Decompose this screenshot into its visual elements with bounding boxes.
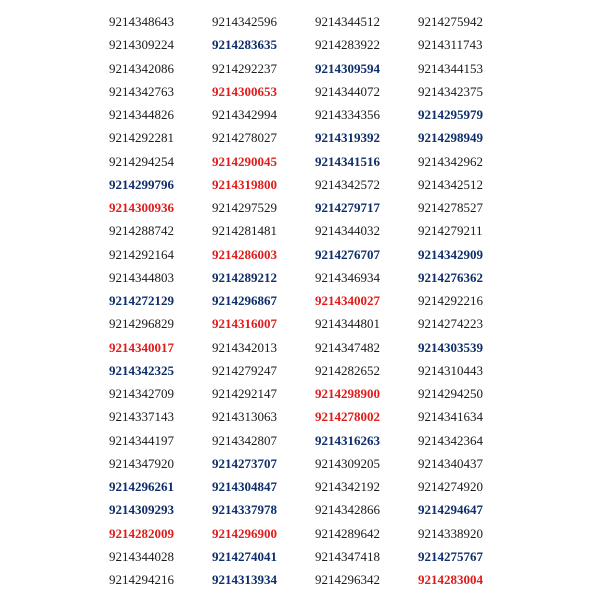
phone-number: 9214276707 xyxy=(315,246,380,262)
phone-number: 9214313934 xyxy=(212,572,277,587)
phone-number: 9214340027 xyxy=(315,293,380,308)
phone-number: 9214316007 xyxy=(212,316,277,332)
phone-number: 9214292216 xyxy=(418,293,483,308)
phone-number: 9214342866 xyxy=(315,502,380,518)
phone-number: 9214344826 xyxy=(109,107,174,122)
phone-number: 9214294647 xyxy=(418,502,483,518)
phone-number: 9214279717 xyxy=(315,200,380,215)
phone-number: 9214289212 xyxy=(212,269,277,285)
phone-number: 9214275942 xyxy=(418,14,483,29)
phone-number: 9214342192 xyxy=(315,479,380,494)
phone-number: 9214342596 xyxy=(212,14,277,29)
phone-number: 9214319800 xyxy=(212,176,277,192)
phone-number: 9214276362 xyxy=(418,269,483,285)
phone-number: 9214281481 xyxy=(212,223,277,239)
phone-number: 9214297529 xyxy=(212,200,277,215)
phone-number: 9214296261 xyxy=(109,479,174,494)
phone-number: 9214340017 xyxy=(109,339,174,355)
phone-number: 9214342909 xyxy=(418,246,483,262)
phone-number: 9214334356 xyxy=(315,107,380,122)
phone-number: 9214344032 xyxy=(315,223,380,239)
phone-number: 9214292164 xyxy=(109,246,174,262)
phone-number: 9214344153 xyxy=(418,60,483,76)
phone-number: 9214279247 xyxy=(212,362,277,378)
phone-number: 9214289642 xyxy=(315,525,380,541)
phone-number: 9214283635 xyxy=(212,37,277,53)
phone-number: 9214278002 xyxy=(315,409,380,425)
phone-number: 9214299796 xyxy=(109,176,174,192)
phone-number: 9214348643 xyxy=(109,14,174,29)
phone-number: 9214342086 xyxy=(109,60,174,76)
phone-number: 9214337143 xyxy=(109,409,174,425)
phone-number: 9214311743 xyxy=(418,37,483,53)
number-column-2 xyxy=(212,10,322,591)
phone-number: 9214296342 xyxy=(315,572,380,587)
phone-number: 9214319392 xyxy=(315,130,380,146)
phone-number: 9214346934 xyxy=(315,269,380,285)
phone-number: 9214340437 xyxy=(418,455,483,471)
phone-number: 9214344197 xyxy=(109,432,174,448)
phone-number: 9214296829 xyxy=(109,316,174,332)
phone-number: 9214282009 xyxy=(109,525,174,541)
phone-number: 9214300936 xyxy=(109,200,174,215)
number-column-4 xyxy=(418,10,528,591)
phone-number: 9214310443 xyxy=(418,362,483,378)
phone-number: 9214342512 xyxy=(418,176,483,192)
phone-number: 9214341634 xyxy=(418,409,483,425)
phone-number: 9214316263 xyxy=(315,432,380,448)
phone-number: 9214283922 xyxy=(315,37,380,53)
phone-number: 9214288742 xyxy=(109,223,174,239)
phone-number: 9214304847 xyxy=(212,479,277,494)
phone-number: 9214292237 xyxy=(212,60,277,76)
phone-number: 9214309594 xyxy=(315,60,380,76)
phone-number: 9214292281 xyxy=(109,130,174,146)
phone-number: 9214286003 xyxy=(212,246,277,262)
phone-number: 9214344803 xyxy=(109,269,174,285)
phone-number: 9214344801 xyxy=(315,316,380,332)
phone-number: 9214342013 xyxy=(212,339,277,355)
phone-number: 9214275767 xyxy=(418,548,483,564)
phone-number: 9214274920 xyxy=(418,479,483,494)
phone-number: 9214294216 xyxy=(109,572,174,587)
phone-number: 9214342709 xyxy=(109,386,174,401)
phone-number: 9214341516 xyxy=(315,153,380,169)
phone-number: 9214278527 xyxy=(418,200,483,215)
phone-number: 9214294254 xyxy=(109,153,174,169)
phone-number: 9214272129 xyxy=(109,293,174,308)
phone-number: 9214342364 xyxy=(418,432,483,448)
phone-number: 9214344028 xyxy=(109,548,174,564)
phone-number: 9214344072 xyxy=(315,83,380,99)
phone-number: 9214337978 xyxy=(212,502,277,518)
phone-number: 9214278027 xyxy=(212,130,277,146)
phone-number: 9214279211 xyxy=(418,223,483,239)
phone-number: 9214313063 xyxy=(212,409,277,425)
phone-number: 9214300653 xyxy=(212,83,277,99)
phone-number: 9214296900 xyxy=(212,525,277,541)
phone-number: 9214342572 xyxy=(315,176,380,192)
phone-number: 9214292147 xyxy=(212,386,277,401)
phone-number: 9214296867 xyxy=(212,293,277,308)
number-column-3 xyxy=(315,10,425,591)
phone-number: 9214309224 xyxy=(109,37,174,53)
phone-number: 9214342994 xyxy=(212,107,277,122)
phone-number: 9214342807 xyxy=(212,432,277,448)
phone-number: 9214282652 xyxy=(315,362,380,378)
phone-number: 9214294250 xyxy=(418,386,483,401)
phone-number: 9214295979 xyxy=(418,107,483,122)
phone-number: 9214347418 xyxy=(315,548,380,564)
phone-number: 9214347482 xyxy=(315,339,380,355)
phone-number: 9214338920 xyxy=(418,525,483,541)
phone-number: 9214342375 xyxy=(418,83,483,99)
phone-number: 9214283004 xyxy=(418,572,483,587)
phone-number: 9214303539 xyxy=(418,339,483,355)
phone-number: 9214274041 xyxy=(212,548,277,564)
phone-number: 9214273707 xyxy=(212,455,277,471)
phone-number: 9214290045 xyxy=(212,153,277,169)
phone-number: 9214342962 xyxy=(418,153,483,169)
phone-number: 9214309205 xyxy=(315,455,380,471)
number-column-1 xyxy=(109,10,219,591)
phone-number: 9214344512 xyxy=(315,14,380,29)
phone-number: 9214342763 xyxy=(109,83,174,99)
phone-number: 9214347920 xyxy=(109,455,174,471)
phone-number: 9214298949 xyxy=(418,130,483,146)
phone-number: 9214274223 xyxy=(418,316,483,332)
phone-number: 9214298900 xyxy=(315,386,380,401)
phone-number: 9214309293 xyxy=(109,502,174,518)
phone-number: 9214342325 xyxy=(109,362,174,378)
